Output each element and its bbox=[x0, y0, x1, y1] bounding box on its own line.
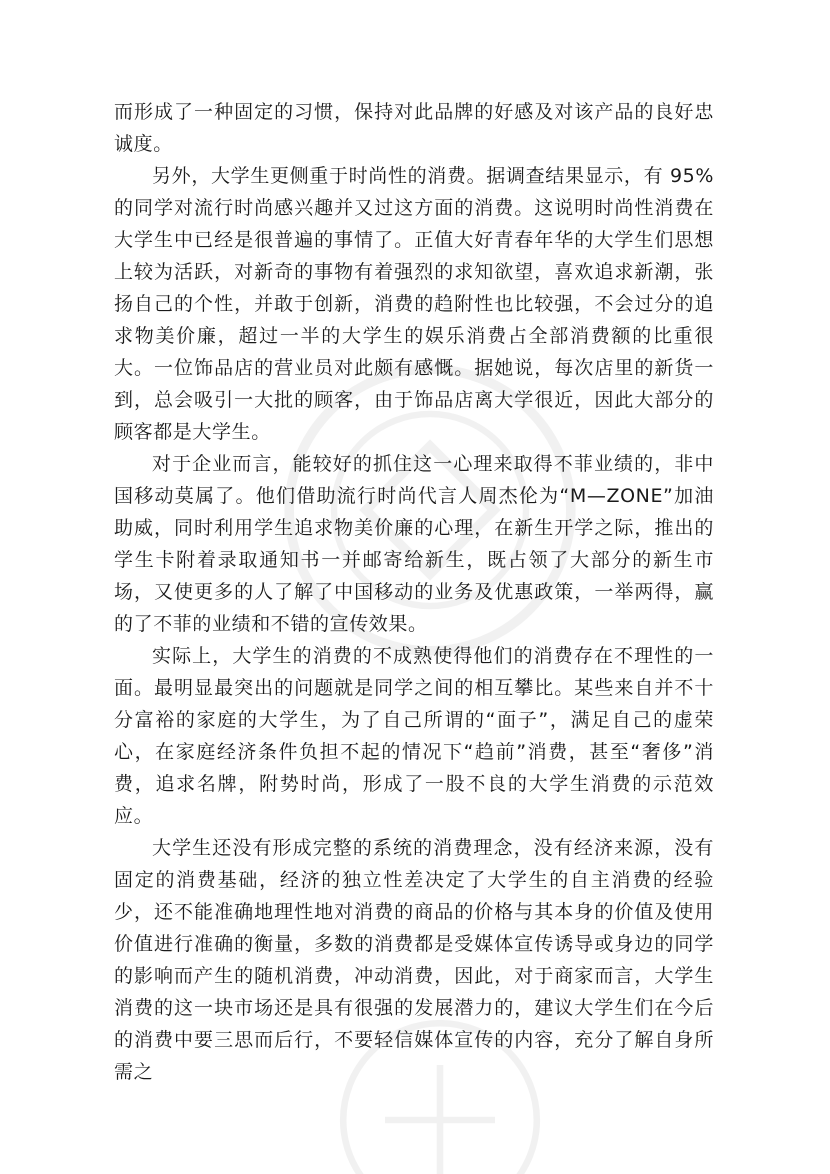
paragraph: 大学生还没有形成完整的系统的消费理念，没有经济来源，没有固定的消费基础，经济的独立性差决定了大学生的自主消费的经验少，还不能准确地理性地对消费的商品的价格与其本身的价值及使用价值进行准确的衡量，多数的消费都是受媒体宣传诱导或身边的同学的影响而产生的随机消费，冲动消费，因此，对于商家而言，大学生消费的这一块市场还是具有很强的发展潜力的，建议大学生们在今后的消费中要三思而后行，不要轻信媒体宣传的内容，充分了解自身所需之 bbox=[114, 837, 714, 1083]
paragraph: 而形成了一种固定的习惯，保持对此品牌的好感及对该产品的良好忠诚度。 bbox=[114, 101, 714, 155]
document-body bbox=[114, 96, 714, 1088]
paragraph: 另外，大学生更侧重于时尚性的消费。据调查结果显示，有 95% 的同学对流行时尚感兴趣并又过这方面的消费。这说明时尚性消费在大学生中已经是很普遍的事情了。正值大好青春年华的大学生们思想上较为活跃，对新奇的事物有着强烈的求知欲望，喜欢追求新潮，张扬自己的个性，并敢于创新，消费的趋附性也比较强，不会过分的追求物美价廉，超过一半的大学生的娱乐消费占全部消费额的比重很大。一位饰品店的营业员对此颇有感慨。据她说，每次店里的新货一到，总会吸引一大批的顾客，由于饰品店离大学很近，因此大部分的顾客都是大学生。 bbox=[114, 165, 714, 443]
paragraph: 实际上，大学生的消费的不成熟使得他们的消费存在不理性的一面。最明显最突出的问题就是同学之间的相互攀比。某些来自并不十分富裕的家庭的大学生，为了自己所谓的“面子”，满足自己的虚荣心，在家庭经济条件负担不起的情况下“趋前”消费，甚至“奢侈”消费，追求名牌，附势时尚，形成了一股不良的大学生消费的示范效应。 bbox=[114, 645, 714, 827]
paragraph: 对于企业而言，能较好的抓住这一心理来取得不菲业绩的，非中国移动莫属了。他们借助流行时尚代言人周杰伦为“M—ZONE”加油助威，同时利用学生追求物美价廉的心理，在新生开学之际，推出的学生卡附着录取通知书一并邮寄给新生，既占领了大部分的新生市场，又使更多的人了解了中国移动的业务及优惠政策，一举两得，赢的了不菲的业绩和不错的宣传效果。 bbox=[114, 453, 714, 635]
